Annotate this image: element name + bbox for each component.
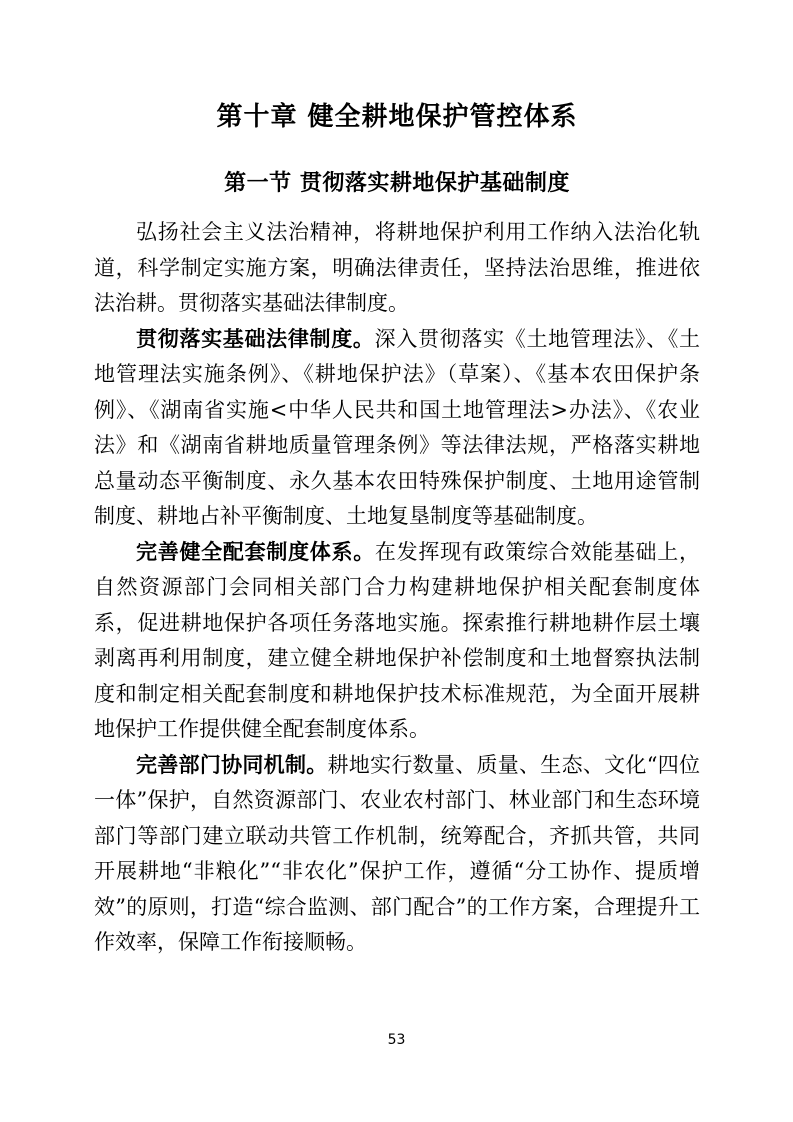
- section-title: 第一节 贯彻落实耕地保护基础制度: [224, 171, 570, 196]
- paragraph-text: 耕地实行数量、质量、生态、文化“四位一体”保护，自然资源部门、农业农村部门、林业部门和生态环境部门等部门建立联动共管工作机制，统筹配合，齐抓共管，共同开展耕地“非粮化”“非农化”保护工作，遵循“分工协作、提质增效”的原则，打造“综合监测、部门配合”的工作方案，合理提升工作效率，保障工作衔接顺畅。: [94, 752, 701, 954]
- body-paragraph: [94, 535, 700, 748]
- paragraph-text: 弘扬社会主义法治精神，将耕地保护利用工作纳入法治化轨道，科学制定实施方案，明确法律责任，坚持法治思维，推进依法治耕。贯彻落实基础法律制度。: [94, 220, 700, 315]
- paragraph-lead: 完善健全配套制度体系。: [136, 539, 375, 564]
- page-number: 53: [387, 1032, 406, 1048]
- body-paragraph: [94, 215, 700, 322]
- body-text: [94, 215, 700, 961]
- page-content: [94, 0, 700, 961]
- body-paragraph: [94, 322, 700, 535]
- paragraph-lead: 贯彻落实基础法律制度。: [136, 326, 375, 351]
- paragraph-lead: 完善部门协同机制。: [136, 752, 328, 777]
- chapter-title: 第十章 健全耕地保护管控体系: [216, 102, 578, 132]
- paragraph-text: 深入贯彻落实《土地管理法》、《土地管理法实施条例》、《耕地保护法》（草案）、《基本农田保护条例》、《湖南省实施<中华人民共和国土地管理法>办法》、《农业法》和《湖南省耕地质量管理条例》等法律法规，严格落实耕地总量动态平衡制度、永久基本农田特殊保护制度、土地用途管制制度、耕地占补平衡制度、土地复垦制度等基础制度。: [94, 326, 701, 528]
- paragraph-text: 在发挥现有政策综合效能基础上，自然资源部门会同相关部门合力构建耕地保护相关配套制度体系，促进耕地保护各项任务落地实施。探索推行耕地耕作层土壤剥离再利用制度，建立健全耕地保护补偿制度和土地督察执法制度和制定相关配套制度和耕地保护技术标准规范，为全面开展耕地保护工作提供健全配套制度体系。: [94, 539, 701, 741]
- body-paragraph: [94, 748, 700, 961]
